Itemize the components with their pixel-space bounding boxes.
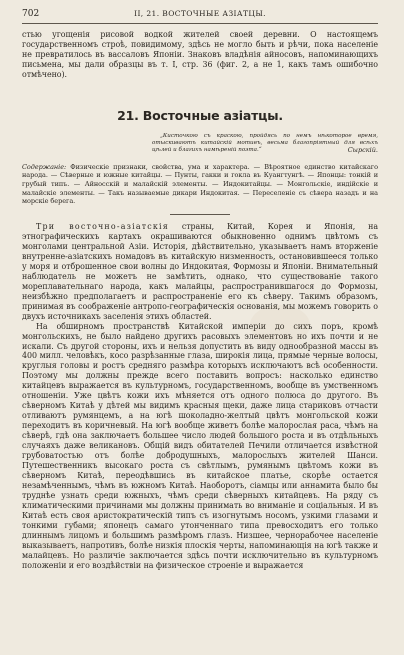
book-page	[0, 5, 404, 655]
epigraph	[152, 133, 378, 155]
contents-text: Физическіе признаки, свойства, ума и характера. — Вѣроятное единство китайскаго народа. — Сѣверные и южные китайцы. — Пунты, гакки и гокла въ Куангтунгѣ. — Японцы: тонкій и грубый типъ. — Айносскій и малайскій элементы. — Индокитайцы. — Монгольскіе, индійскіе и малайскіе элементы. — Такъ называемые дикари Индокитая. — Переселеніе съ сѣвера назадъ и на морскіе берега.	[22, 162, 378, 206]
epigraph-author: Сырскій.	[347, 146, 378, 155]
continued-paragraph: стью угощенія рисовой водкой жителей своей деревни. О настоящемъ государственномъ строѣ, повидимому, здѣсь не могло быть и рѣчи, пока населеніе не превратилось въ вассаловъ Японіи. Знаковъ владѣнія айносовъ, напоминающихъ письмена, мы дали образцы въ т. I, стр. 36 (фиг. 2, а не 1, какъ тамъ ошибочно отмѣчено).	[22, 30, 378, 79]
contents-label: Содержаніе:	[22, 162, 67, 171]
section-divider	[170, 214, 230, 215]
body-paragraph	[22, 222, 378, 322]
paragraph-lead: Три восточно-азіатскія	[36, 222, 169, 232]
running-title: II, 21. ВОСТОЧНЫЕ АЗІАТЦЫ.	[134, 9, 266, 18]
body-paragraph	[22, 322, 378, 571]
chapter-title: 21. Восточные азіатцы.	[117, 107, 283, 123]
paragraph-text: страны, Китай, Корея и Японія, на этнографическихъ картахъ окрашиваются обыкновенно однимъ цвѣтомъ съ монголами центральной Азіи. Исторія, дѣйствительно, указываетъ намъ вторженіе внутренне-азіатскихъ номадовъ въ китайскую низменность, остановившееся только у моря и отброшенное свои волны до Индокитая, Формозы и Японіи. Внимательный наблюдатель не можетъ не замѣтить, однако, что существованіе такого мореплавательнаго народа, какъ малайцы, распространившагося до Формозы, неизбѣжно предполагаетъ и распространеніе его къ сѣверу. Такимъ образомъ, принимая въ соображеніе антропо-географическія основанія, мы можемъ говорить о двухъ источникахъ заселенія этихъ областей.	[22, 222, 378, 321]
page-header	[22, 5, 378, 24]
chapter-contents	[22, 163, 378, 207]
page-number: 702	[22, 9, 40, 19]
epigraph-text: „Кисточкою съ краскою, пройдясь по немъ нѣкоторое время, отыскиваютъ китайскій мотивъ, весьма благопріятный для всѣхъ цѣлей и благихъ намѣреній поэта.“	[152, 132, 378, 154]
paragraph-text: На обширномъ пространствѣ Китайской имперіи до сихъ поръ, кромѣ монгольскихъ, не было найдено другихъ расовыхъ элементовъ но ихъ почти и не искали. Съ другой стороны, ихъ и нельзя допустить въ виду однообразной массы въ 400 милл. человѣкъ, косо разрѣзанные глаза, широкія лица, прямые черные волосы, круглыя головы и ростъ средняго размѣра которыхъ исключаютъ всѣ особенности. Поэтому мы должны прежде всего поставить вопросъ: насколько единство китайцевъ выражается въ культурномъ, государственномъ, вообще въ умственномъ отношеніи. Уже цвѣтъ кожи ихъ мѣняется отъ одного полюса до другого. Въ сѣверномъ Китаѣ у дѣтей мы видимъ красныя щеки, даже лица стариковъ отчасти отливаютъ румянцемъ, а на югѣ шоколадно-желтый цвѣтъ монгольской кожи переходитъ въ коричневый. На югѣ вообще живетъ болѣе малорослая раса, чѣмъ на сѣверѣ, гдѣ она заключаетъ большее число людей большого роста и въ отдѣльныхъ случаяхъ даже великановъ. Общій видъ обитателей Печили отличается извѣстной грубоватостью отъ болѣе добродушныхъ, малорослыхъ жителей Шанси. Путешественникъ высокаго роста съ свѣтлымъ, румянымъ цвѣтомъ кожи въ сѣверномъ Китаѣ, переодѣвшись въ китайское платье, скорѣе остается незамѣченнымъ, чѣмъ въ южномъ Китаѣ. Наоборотъ, сіамцы или аннамита было бы труднѣе узнать среди южныхъ, чѣмъ среди сѣверныхъ китайцевъ. На ряду съ климатическими причинами мы должны принимать во вниманіе и соціальныя. И въ Китаѣ есть своя аристократическій типъ съ изогнутымъ носомъ, узкими глазами и тонкими губами; японецъ самаго утонченнаго типа превосходитъ его только длиннымъ лицомъ и большимъ размѣромъ глазъ. Низшее, чернорабочее населеніе выказываетъ, напротивъ, болѣе низкія плоскія черты, напоминающія на югѣ также и малайцевъ. Но различіе заключается здѣсь почти исключительно въ культурномъ положеніи и его воздѣйствіи на физическое строеніе и выражается	[22, 321, 378, 570]
chapter-body	[22, 222, 378, 570]
